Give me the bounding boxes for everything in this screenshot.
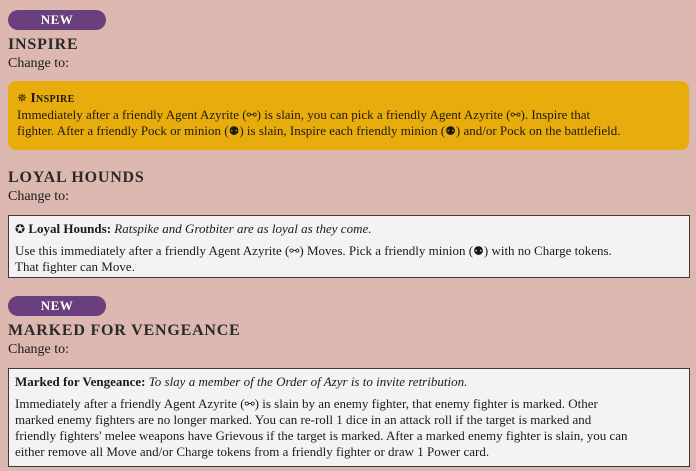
card-text: That fighter can Move. <box>15 259 135 274</box>
card-text: ) Moves. Pick a friendly minion ( <box>299 243 474 258</box>
inspire-card-body <box>17 107 679 139</box>
card-text: Use this immediately after a friendly Agent Azyrite ( <box>15 243 290 258</box>
agent-azyrite-icon: ⚯ <box>244 397 255 411</box>
inspire-card-title: Inspire <box>30 91 75 106</box>
card-text: ). Inspire that <box>520 107 591 122</box>
card-text: ) with no Charge tokens. <box>483 243 612 258</box>
minion-icon: ⚉ <box>445 124 456 138</box>
loyal-hounds-flavour: Ratspike and Grotbiter are as loyal as they come. <box>114 221 372 236</box>
agent-azyrite-icon: ⚯ <box>289 244 300 258</box>
section-heading-marked-for-vengeance: MARKED FOR VENGEANCE <box>8 322 241 339</box>
card-text: Immediately after a friendly Agent Azyrite ( <box>17 107 247 122</box>
section-heading-inspire: INSPIRE <box>8 36 79 53</box>
card-text: marked enemy fighters are no longer marked. You can re-roll 1 dice in an attack roll if the target is marked and <box>15 412 592 427</box>
card-text: ) and/or Pock on the battlefield. <box>455 123 621 138</box>
card-text: ) is slain, you can pick a friendly Agent Azyrite ( <box>256 107 511 122</box>
loyal-hounds-card-title-row <box>15 221 683 237</box>
marked-card-title-row <box>15 374 683 390</box>
new-badge: NEW <box>8 10 106 30</box>
card-text: Immediately after a friendly Agent Azyrite ( <box>15 396 245 411</box>
section-heading-loyal-hounds: LOYAL HOUNDS <box>8 169 145 186</box>
change-to-label: Change to: <box>8 189 70 204</box>
card-text: friendly fighters' melee weapons have Grievous if the target is marked. After a marked enemy fighter is slain, you can <box>15 428 628 443</box>
card-text: ) is slain, Inspire each friendly minion ( <box>239 123 446 138</box>
change-to-label: Change to: <box>8 56 70 71</box>
marked-for-vengeance-card <box>8 368 690 467</box>
ploy-icon: ✪ <box>15 222 26 236</box>
loyal-hounds-card <box>8 215 690 278</box>
marked-card-title: Marked for Vengeance: <box>15 374 146 389</box>
inspire-card <box>8 81 689 150</box>
inspire-icon: ✵ <box>17 91 28 105</box>
minion-icon: ⚉ <box>228 124 240 138</box>
marked-card-body <box>15 396 683 460</box>
new-badge: NEW <box>8 296 106 316</box>
loyal-hounds-card-title: Loyal Hounds: <box>28 221 112 236</box>
card-text: fighter. After a friendly Pock or minion ( <box>17 123 229 138</box>
card-text: ) is slain by an enemy fighter, that enemy fighter is marked. Other <box>254 396 598 411</box>
agent-azyrite-icon: ⚯ <box>246 108 257 122</box>
agent-azyrite-icon: ⚯ <box>510 108 521 122</box>
minion-icon: ⚉ <box>473 244 484 258</box>
change-to-label: Change to: <box>8 342 70 357</box>
marked-flavour: To slay a member of the Order of Azyr is to invite retribution. <box>148 374 468 389</box>
loyal-hounds-card-body <box>15 243 683 275</box>
inspire-card-title-row <box>17 90 679 107</box>
card-text: either remove all Move and/or Charge tokens from a friendly fighter or draw 1 Power card. <box>15 444 490 459</box>
